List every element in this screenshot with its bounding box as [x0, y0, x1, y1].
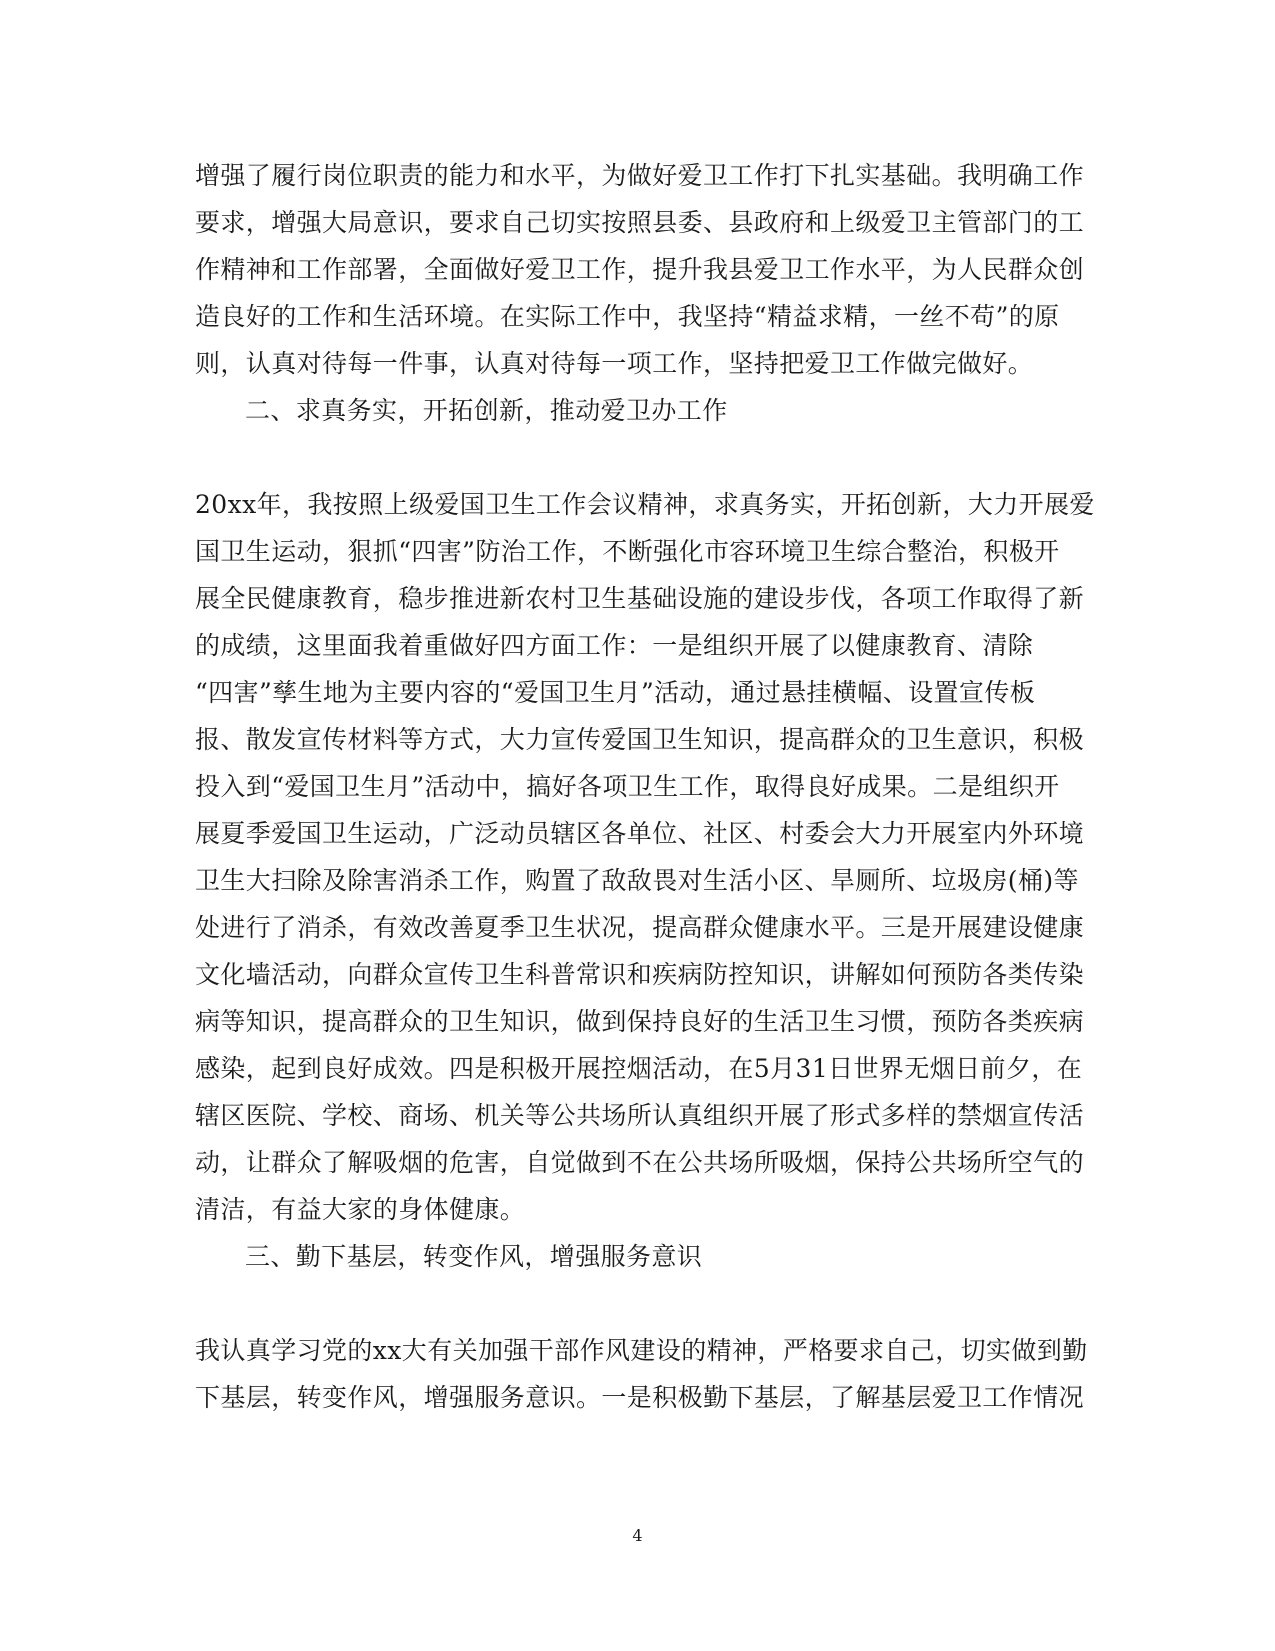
section-heading-2: 二、求真务实，开拓创新，推动爱卫办工作 — [245, 396, 728, 425]
paragraph-line: 则，认真对待每一件事，认真对待每一项工作，坚持把爱卫工作做完做好。 — [195, 349, 1034, 378]
paragraph-line: 展全民健康教育，稳步推进新农村卫生基础设施的建设步伐，各项工作取得了新 — [195, 584, 1085, 613]
paragraph-line: 下基层，转变作风，增强服务意识。一是积极勤下基层，了解基层爱卫工作情况 — [195, 1383, 1085, 1412]
paragraph-line: 的成绩，这里面我着重做好四方面工作：一是组织开展了以健康教育、清除 — [195, 631, 1034, 660]
paragraph-line: 20xx年，我按照上级爱国卫生工作会议精神，求真务实，开拓创新，大力开展爱 — [195, 490, 1095, 519]
paragraph-line: 作精神和工作部署，全面做好爱卫工作，提升我县爱卫工作水平，为人民群众创 — [195, 255, 1085, 284]
paragraph-line: 文化墙活动，向群众宣传卫生科普常识和疾病防控知识，讲解如何预防各类传染 — [195, 960, 1085, 989]
paragraph-line: 展夏季爱国卫生运动，广泛动员辖区各单位、社区、村委会大力开展室内外环境 — [195, 819, 1085, 848]
paragraph-line: “四害”孳生地为主要内容的“爱国卫生月”活动，通过悬挂横幅、设置宣传板 — [195, 678, 1036, 707]
paragraph-line: 增强了履行岗位职责的能力和水平，为做好爱卫工作打下扎实基础。我明确工作 — [195, 161, 1085, 190]
paragraph-line: 要求，增强大局意识，要求自己切实按照县委、县政府和上级爱卫主管部门的工 — [195, 208, 1085, 237]
paragraph-line: 动，让群众了解吸烟的危害，自觉做到不在公共场所吸烟，保持公共场所空气的 — [195, 1148, 1085, 1177]
paragraph-line: 辖区医院、学校、商场、机关等公共场所认真组织开展了形式多样的禁烟宣传活 — [195, 1101, 1085, 1130]
page-number: 4 — [632, 1526, 643, 1545]
paragraph-line: 病等知识，提高群众的卫生知识，做到保持良好的生活卫生习惯，预防各类疾病 — [195, 1007, 1085, 1036]
paragraph-line: 处进行了消杀，有效改善夏季卫生状况，提高群众健康水平。三是开展建设健康 — [195, 913, 1085, 942]
paragraph-line: 我认真学习党的xx大有关加强干部作风建设的精神，严格要求自己，切实做到勤 — [195, 1336, 1088, 1365]
paragraph-line: 投入到“爱国卫生月”活动中，搞好各项卫生工作，取得良好成果。二是组织开 — [195, 772, 1060, 801]
paragraph-line: 清洁，有益大家的身体健康。 — [195, 1195, 526, 1224]
paragraph-line: 卫生大扫除及除害消杀工作，购置了敌敌畏对生活小区、旱厕所、垃圾房(桶)等 — [195, 866, 1079, 895]
paragraph-line: 报、散发宣传材料等方式，大力宣传爱国卫生知识，提高群众的卫生意识，积极 — [195, 725, 1085, 754]
paragraph-line: 感染，起到良好成效。四是积极开展控烟活动，在5月31日世界无烟日前夕，在 — [195, 1054, 1083, 1083]
paragraph-line: 国卫生运动，狠抓“四害”防治工作，不断强化市容环境卫生综合整治，积极开 — [195, 537, 1060, 566]
section-heading-3: 三、勤下基层，转变作风，增强服务意识 — [245, 1242, 703, 1271]
paragraph-line: 造良好的工作和生活环境。在实际工作中，我坚持“精益求精，一丝不苟”的原 — [195, 302, 1060, 331]
